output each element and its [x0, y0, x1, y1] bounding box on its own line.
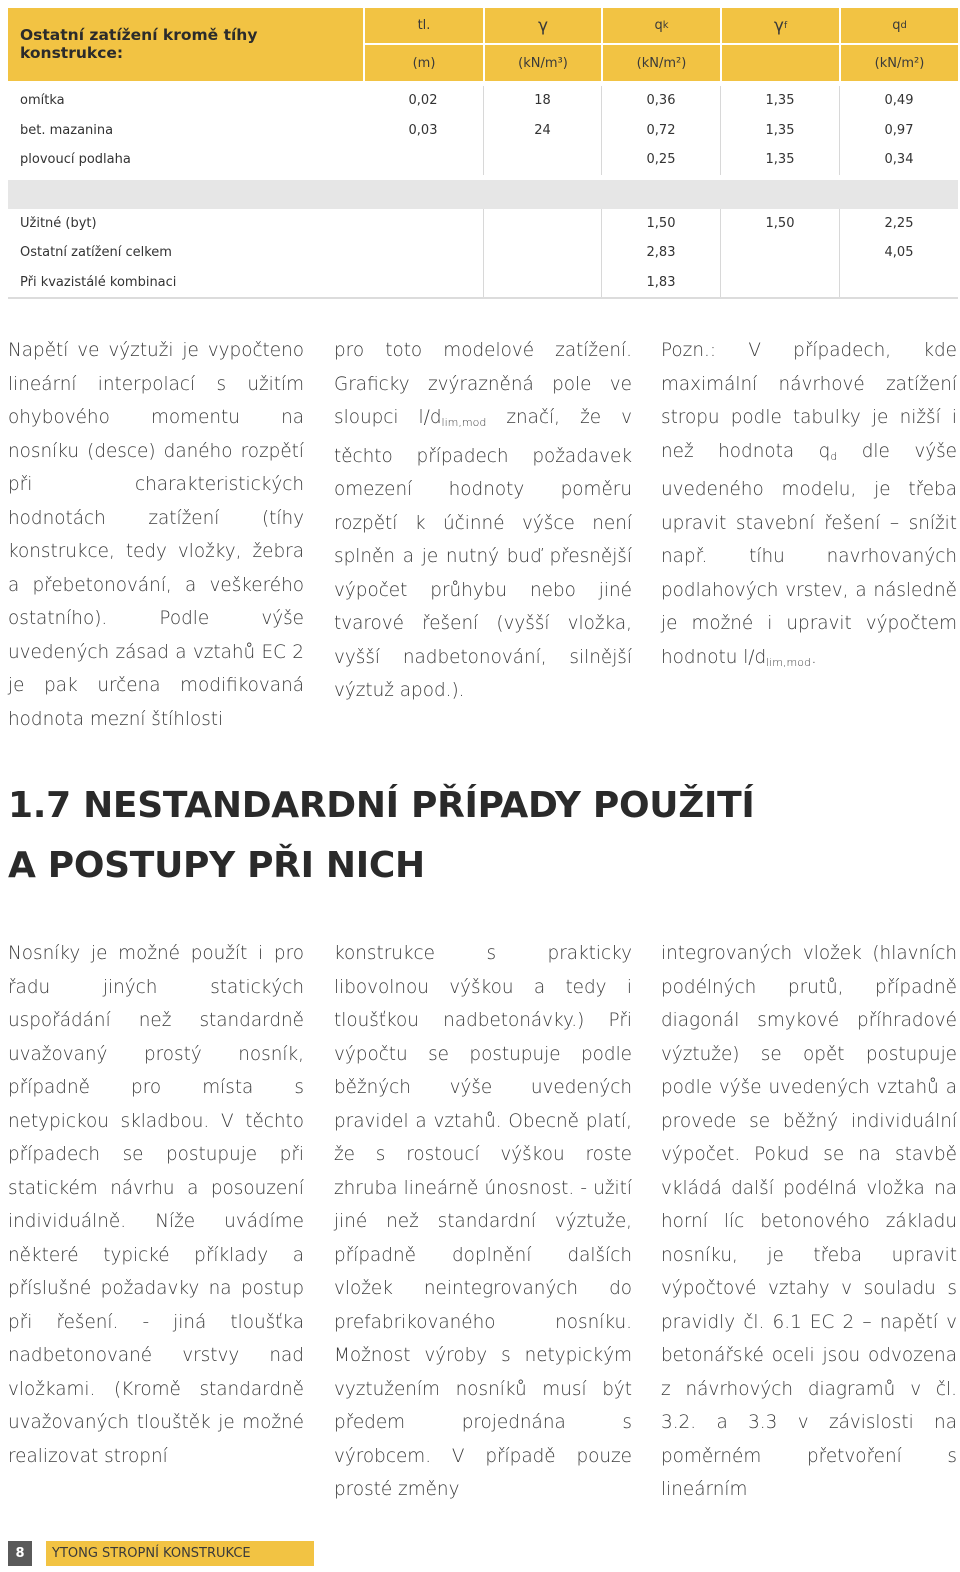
section1-column-3: Pozn.: V případech, kde maximální návrhové zatížení stropu podle tabulky je nižší i než hodnota $q_d$ dle výše uvedeného modelu, je třeba upravit stavební řešení – snížit např. tíhu navrhovaných podlahových vrstev, a následně je možné i upravit výpočtem hodnotu $l/d_{lim,mod}$.	[661, 340, 957, 669]
cell: 0,97	[839, 116, 958, 146]
cell: 1,35	[720, 86, 839, 116]
cell: 0,49	[839, 86, 958, 116]
cell: 0,02	[408, 93, 438, 109]
cell: 18	[483, 86, 601, 116]
cell: 1,83	[601, 268, 720, 298]
unit-gamma-f	[720, 45, 839, 81]
section1-column-1: Napětí ve výztuži je vypočteno lineární interpolací s užitím ohybového momentu na nosníku (desce) daného rozpětí při charakteristických hodnotách zatížení (tíhy konstrukce, tedy vložky, žebra a přebetonování, a veškerého ostatního). Podle výše uvedených zásad a vztahů EC 2 je pak určena modifikovaná hodnota mezní štíhlosti	[8, 340, 304, 730]
heading-line-1: 1.7 NESTANDARDNÍ PŘÍPADY POUŽITÍ	[8, 785, 755, 826]
table-header	[8, 8, 958, 81]
cell: 4,05	[839, 238, 958, 268]
cell	[483, 209, 601, 239]
header-gamma-f: γ f	[720, 8, 839, 43]
table-title: Ostatní zatížení kromě tíhy konstrukce:	[8, 8, 363, 79]
section-heading	[8, 776, 755, 896]
cell	[483, 268, 601, 298]
row-label: Užitné (byt)	[20, 215, 97, 231]
table-row	[8, 145, 958, 175]
heading-line-2: A POSTUPY PŘI NICH	[8, 845, 425, 886]
header-qd: q d	[839, 8, 958, 43]
cell	[720, 268, 839, 298]
cell: 1,35	[720, 145, 839, 175]
cell: 0,03	[408, 122, 438, 138]
header-gamma: γ	[483, 8, 601, 43]
cell: 0,25	[601, 145, 720, 175]
cell: 2,25	[839, 209, 958, 239]
unit-kn-m2-qd: (kN/m²)	[839, 45, 958, 81]
section2-column-2: konstrukce s prakticky libovolnou výškou a tedy i tloušťkou nadbetonávky.) Při výpočtu se postupuje podle běžných výše uvedených pravidel a vztahů. Obecně platí, že s rostoucí výškou roste zhruba lineárně únosnost. - užití jiné než standardní výztuže, případně doplnění dalších vložek neintegrovaných do prefabrikovaného nosníku. Možnost výroby s netypickým vyztužením nosníků musí být předem projednána s výrobcem. V případě pouze prosté změny	[334, 943, 632, 1500]
cell	[483, 145, 601, 175]
table-row	[8, 86, 958, 116]
unit-m: (m)	[363, 45, 483, 81]
table-divider-band	[8, 180, 958, 209]
section1-column-2: pro toto modelové zatížení. Graficky zvýrazněná pole ve sloupci $l/d_{lim,mod}$ značí, že v těchto případech požadavek omezení hodnoty poměru rozpětí k účinné výšce není splněn a je nutný buď přesnější výpočet průhybu nebo jiné tvarové řešení (vyšší vložka, vyšší nadbetonování, silnější výztuž apod.).	[334, 340, 632, 701]
section2-column-3: integrovaných vložek (hlavních podélných prutů, případně diagonál smykové příhradové výztuže) se opět postupuje podle výše uvedených vztahů a provede se běžný individuální výpočet. Pokud se na stavbě vkládá další podélná vložka na horní líc betonového základu nosníku, je třeba upravit výpočtové vztahy v souladu s pravidly čl. 6.1 EC 2 – napětí v betonářské oceli jsou odvozena z návrhových diagramů v čl. 3.2. a 3.3 v závislosti na poměrném přetvoření s lineárním	[661, 943, 957, 1500]
row-label: bet. mazanina	[20, 122, 114, 138]
page-number: 8	[8, 1541, 32, 1566]
cell: 0,36	[601, 86, 720, 116]
cell: 0,72	[601, 116, 720, 146]
cell	[483, 238, 601, 268]
cell: 24	[483, 116, 601, 146]
unit-kn-m2-qk: (kN/m²)	[601, 45, 720, 81]
row-label: Ostatní zatížení celkem	[20, 245, 172, 261]
cell: 1,50	[601, 209, 720, 239]
footer-title: YTONG STROPNÍ KONSTRUKCE	[46, 1541, 314, 1566]
table-row	[8, 116, 958, 146]
table-row	[8, 238, 958, 268]
section2-column-1: Nosníky je možné použít i pro řadu jiných statických uspořádání než standardně uvažovaný prostý nosník, případně pro místa s netypickou skladbou. V těchto případech se postupuje při statickém návrhu a posouzení individuálně. Níže uvádíme některé typické příklady a příslušné požadavky na postup při řešení. - jiná tloušťka nadbetonované vrstvy nad vložkami. (Kromě standardně uvažovaných tlouštěk je možné realizovat stropní	[8, 943, 304, 1467]
cell: 1,50	[720, 209, 839, 239]
cell	[720, 238, 839, 268]
header-qk: q k	[601, 8, 720, 43]
load-table	[8, 8, 958, 299]
row-label: Při kvazistálé kombinaci	[20, 274, 177, 290]
cell: 0,34	[839, 145, 958, 175]
table-row	[8, 209, 958, 239]
row-label: plovoucí podlaha	[20, 152, 131, 168]
unit-kn-m3: (kN/m³)	[483, 45, 601, 81]
table-row	[8, 268, 958, 298]
cell: 1,35	[720, 116, 839, 146]
cell	[839, 268, 958, 298]
cell: 2,83	[601, 238, 720, 268]
header-thickness: tl.	[363, 8, 483, 43]
row-label: omítka	[20, 93, 65, 109]
